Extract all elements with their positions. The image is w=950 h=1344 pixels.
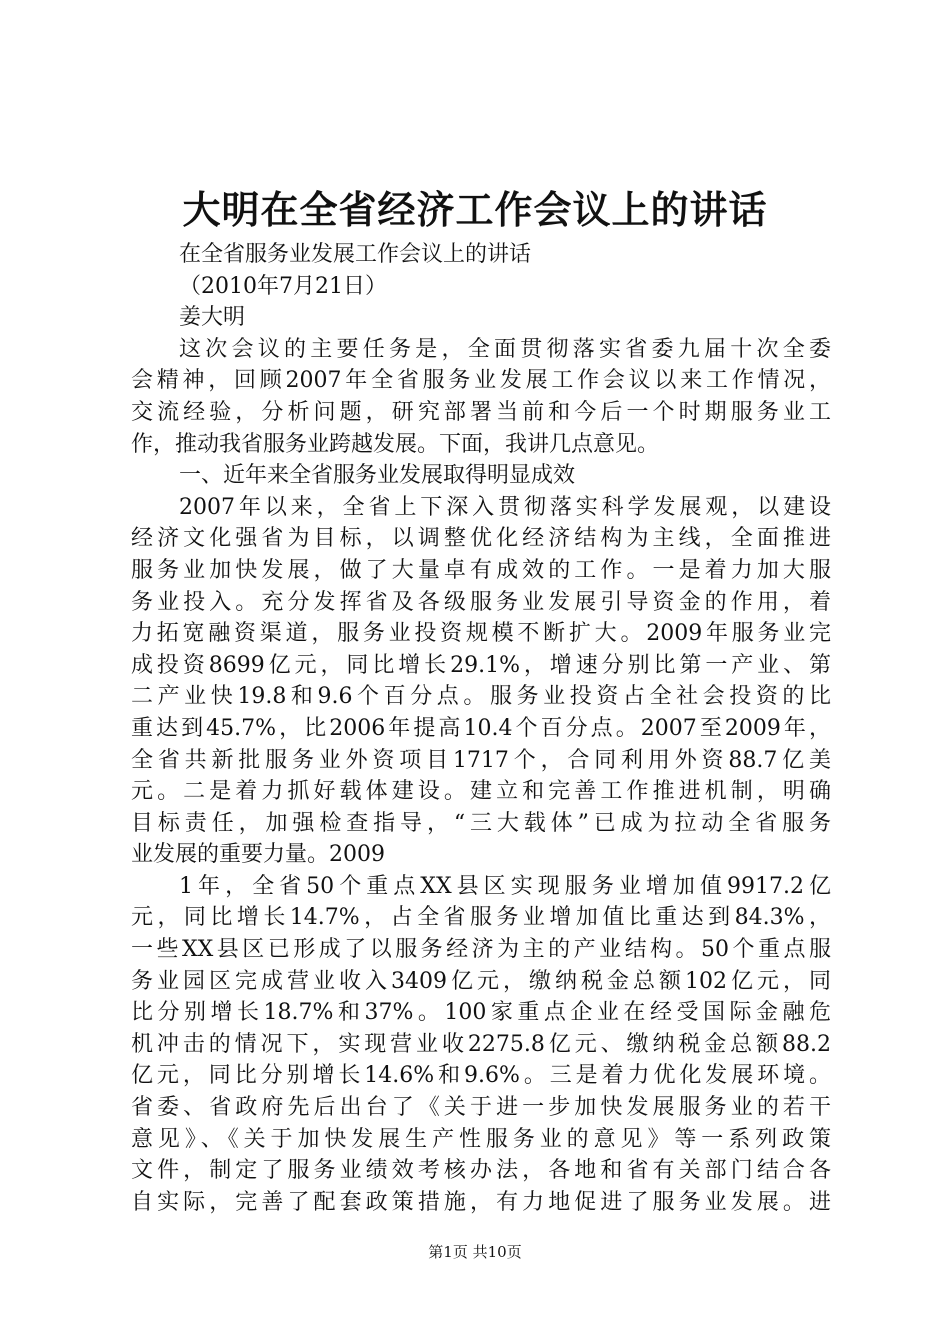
paragraph-line: 一些XX县区已形成了以服务经济为主的产业结构。50个重点服 bbox=[131, 937, 831, 963]
subtitle-line: 在全省服务业发展工作会议上的讲话 bbox=[179, 242, 532, 267]
paragraph-line: 意见》、《关于加快发展生产性服务业的意见》等一系列政策 bbox=[131, 1126, 831, 1152]
paragraph-line: 2007年以来，全省上下深入贯彻落实科学发展观，以建设 bbox=[179, 494, 831, 520]
document-title: 大明在全省经济工作会议上的讲话 bbox=[182, 187, 768, 232]
paragraph-line: 务业投入。充分发挥省及各级服务业发展引导资金的作用，着 bbox=[131, 589, 831, 615]
paragraph-line: 交流经验，分析问题，研究部署当前和今后一个时期服务业工 bbox=[131, 399, 831, 425]
paragraph-line: 自实际，完善了配套政策措施，有力地促进了服务业发展。进 bbox=[131, 1189, 831, 1215]
paragraph-line: 元。二是着力抓好载体建设。建立和完善工作推进机制，明确 bbox=[131, 779, 831, 805]
date-line: （2010年7月21日） bbox=[179, 273, 387, 299]
section-heading: 一、近年来全省服务业发展取得明显成效 bbox=[179, 463, 576, 489]
paragraph-line: 这次会议的主要任务是，全面贯彻落实省委九届十次全委 bbox=[179, 336, 831, 362]
paragraph-line: 全省共新批服务业外资项目1717个，合同利用外资88.7亿美 bbox=[131, 747, 831, 773]
paragraph-line: 二产业快19.8和9.6个百分点。服务业投资占全社会投资的比 bbox=[131, 684, 831, 710]
paragraph-line: 机冲击的情况下，实现营业收2275.8亿元、缴纳税金总额88.2 bbox=[131, 1031, 831, 1057]
paragraph-line: 作，推动我省服务业跨越发展。下面，我讲几点意见。 bbox=[131, 431, 660, 457]
paragraph-line: 经济文化强省为目标，以调整优化经济结构为主线，全面推进 bbox=[131, 526, 831, 552]
paragraph-line: 比分别增长18.7%和37%。100家重点企业在经受国际金融危 bbox=[131, 1000, 831, 1026]
page-footer: 第1页 共10页 bbox=[428, 1243, 522, 1261]
paragraph-line: 省委、省政府先后出台了《关于进一步加快发展服务业的若干 bbox=[131, 1095, 831, 1121]
paragraph-line: 重达到45.7%，比2006年提高10.4个百分点。2007至2009年， bbox=[131, 715, 831, 741]
document-body bbox=[131, 239, 831, 1218]
paragraph-line: 文件，制定了服务业绩效考核办法，各地和省有关部门结合各 bbox=[131, 1158, 831, 1184]
paragraph-line: 元，同比增长14.7%，占全省服务业增加值比重达到84.3%， bbox=[131, 905, 831, 931]
author-line: 姜大明 bbox=[179, 305, 246, 331]
paragraph-line: 成投资8699亿元，同比增长29.1%，增速分别比第一产业、第 bbox=[131, 652, 831, 678]
paragraph-line: 亿元，同比分别增长14.6%和9.6%。三是着力优化发展环境。 bbox=[131, 1063, 831, 1089]
paragraph-line: 服务业加快发展，做了大量卓有成效的工作。一是着力加大服 bbox=[131, 557, 831, 583]
paragraph-line: 1年，全省50个重点XX县区实现服务业增加值9917.2亿 bbox=[179, 873, 831, 899]
paragraph-line: 力拓宽融资渠道，服务业投资规模不断扩大。2009年服务业完 bbox=[131, 621, 831, 647]
paragraph-line: 业发展的重要力量。2009 bbox=[131, 842, 385, 868]
paragraph-line: 会精神，回顾2007年全省服务业发展工作会议以来工作情况， bbox=[131, 368, 831, 394]
paragraph-line: 务业园区完成营业收入3409亿元，缴纳税金总额102亿元，同 bbox=[131, 968, 831, 994]
paragraph-line: 目标责任，加强检查指导，“三大载体”已成为拉动全省服务 bbox=[131, 810, 831, 836]
